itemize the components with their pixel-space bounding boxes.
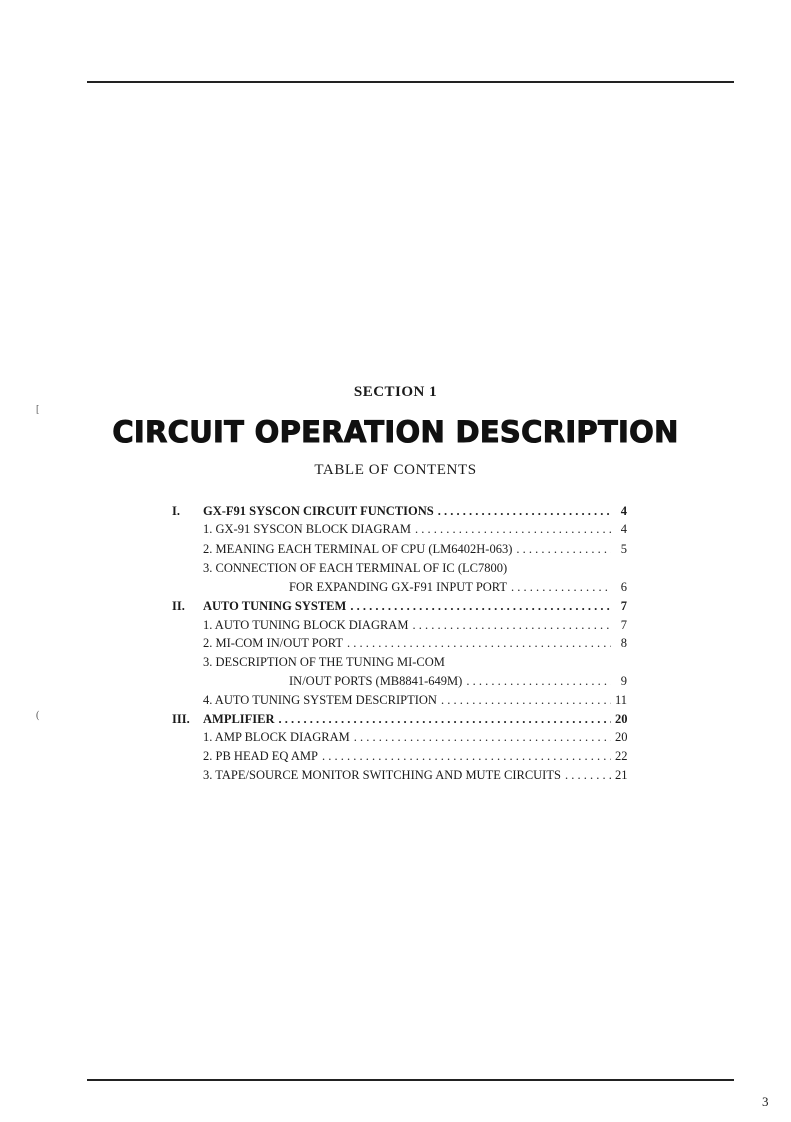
toc-item-page: 4 bbox=[620, 522, 627, 536]
toc-item bbox=[203, 766, 627, 784]
toc-item-label: FOR EXPANDING GX-F91 INPUT PORT bbox=[289, 580, 508, 594]
leader-dots bbox=[412, 616, 611, 634]
toc-item-label: 3. CONNECTION OF EACH TERMINAL OF IC (LC7800) bbox=[203, 561, 508, 575]
toc-item bbox=[289, 672, 627, 690]
toc-item-label: 1. AUTO TUNING BLOCK DIAGRAM bbox=[203, 618, 409, 632]
toc-section-1-title: GX-F91 SYSCON CIRCUIT FUNCTIONS bbox=[203, 504, 434, 518]
toc-item bbox=[203, 540, 627, 558]
toc-item bbox=[203, 691, 627, 709]
toc-section-2-title: AUTO TUNING SYSTEM bbox=[203, 599, 347, 613]
toc-section-2-number: II. bbox=[172, 599, 185, 613]
toc-item bbox=[203, 520, 627, 538]
leader-dots bbox=[322, 747, 611, 765]
toc-item bbox=[289, 578, 627, 596]
toc-item-label: 4. AUTO TUNING SYSTEM DESCRIPTION bbox=[203, 693, 437, 707]
toc-section-3-page: 20 bbox=[615, 712, 628, 726]
toc-section-1-page: 4 bbox=[620, 504, 627, 518]
toc-section-2-page: 7 bbox=[620, 599, 627, 613]
leader-dots bbox=[466, 672, 611, 690]
leader-dots bbox=[415, 520, 611, 538]
scan-mark: [ bbox=[36, 404, 40, 415]
leader-dots bbox=[354, 728, 611, 746]
toc-item bbox=[203, 634, 627, 652]
toc-item-page: 7 bbox=[620, 618, 627, 632]
leader-dots bbox=[565, 766, 611, 784]
toc-item bbox=[203, 616, 627, 634]
toc-section-2 bbox=[172, 597, 627, 615]
leader-dots bbox=[516, 540, 611, 558]
toc-item bbox=[203, 559, 627, 577]
toc-item-page: 8 bbox=[620, 636, 627, 650]
toc-item-label: 3. TAPE/SOURCE MONITOR SWITCHING AND MUTE CIRCUITS bbox=[203, 768, 561, 782]
toc-section-1 bbox=[172, 502, 627, 520]
bottom-rule bbox=[87, 1079, 734, 1081]
toc-item bbox=[203, 653, 627, 671]
leader-dots bbox=[438, 502, 611, 520]
toc-item-page: 9 bbox=[620, 674, 627, 688]
leader-dots bbox=[347, 634, 611, 652]
toc-item bbox=[203, 747, 627, 765]
toc-item-label: 1. AMP BLOCK DIAGRAM bbox=[203, 730, 350, 744]
leader-dots bbox=[279, 710, 611, 728]
toc-section-3-title: AMPLIFIER bbox=[203, 712, 275, 726]
toc-item-page: 20 bbox=[615, 730, 628, 744]
page-title: CIRCUIT OPERATION DESCRIPTION bbox=[112, 415, 679, 449]
toc-item-page: 21 bbox=[615, 768, 628, 782]
toc-item-page: 11 bbox=[615, 693, 628, 707]
scan-mark: ( bbox=[36, 710, 40, 721]
leader-dots bbox=[350, 597, 611, 615]
leader-dots bbox=[511, 578, 611, 596]
toc-item bbox=[203, 728, 627, 746]
toc-item-label: 2. MI-COM IN/OUT PORT bbox=[203, 636, 343, 650]
toc-heading: TABLE OF CONTENTS bbox=[314, 462, 477, 478]
toc-item-label: 2. MEANING EACH TERMINAL OF CPU (LM6402H-063) bbox=[203, 542, 513, 556]
toc-section-3 bbox=[172, 710, 628, 728]
page-number: 3 bbox=[762, 1094, 769, 1109]
toc-item-label: 1. GX-91 SYSCON BLOCK DIAGRAM bbox=[203, 522, 412, 536]
toc-item-page: 6 bbox=[620, 580, 627, 594]
toc-section-3-number: III. bbox=[172, 712, 190, 726]
toc-item-label: IN/OUT PORTS (MB8841-649M) bbox=[289, 674, 463, 688]
top-rule bbox=[87, 81, 734, 83]
toc-item-label: 3. DESCRIPTION OF THE TUNING MI-COM bbox=[203, 655, 445, 669]
toc-item-page: 22 bbox=[615, 749, 628, 763]
toc-section-1-number: I. bbox=[172, 504, 180, 518]
toc-item-page: 5 bbox=[620, 542, 627, 556]
toc-item-label: 2. PB HEAD EQ AMP bbox=[203, 749, 318, 763]
section-label: SECTION 1 bbox=[353, 384, 438, 400]
leader-dots bbox=[441, 691, 611, 709]
